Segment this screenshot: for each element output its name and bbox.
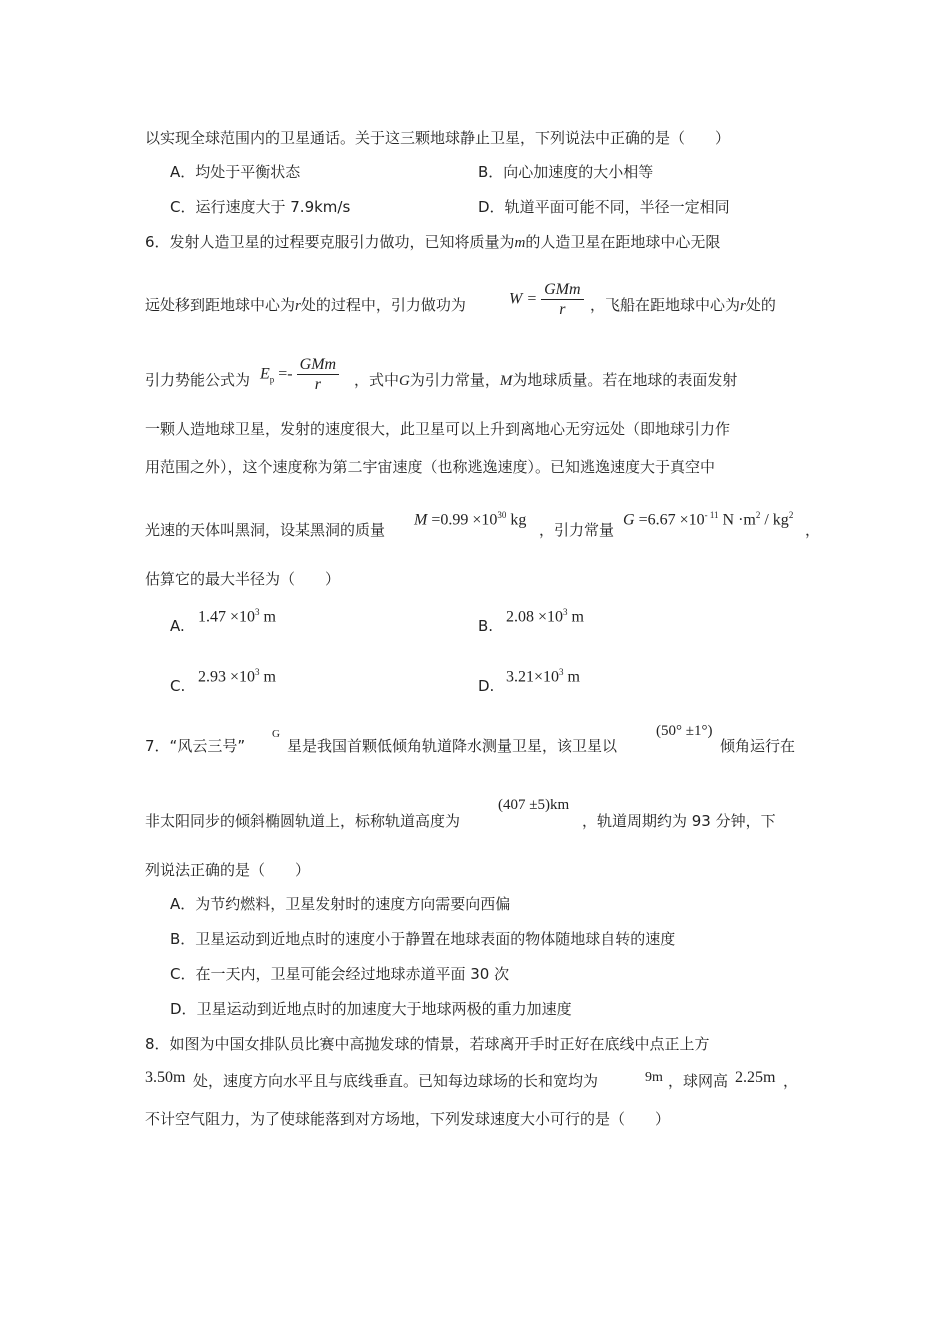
q8-line-2-head: 处，速度方向水平且与底线垂直。已知每边球场的长和宽均为 <box>193 1072 599 1090</box>
q7-satellite-suffix: G <box>272 728 280 740</box>
q7-option-d: D．卫星运动到近地点时的加速度大于地球两极的重力加速度 <box>170 1000 572 1018</box>
q6-line-1: 6．发射人造卫星的过程要克服引力做功，已知将质量为m的人造卫星在距地球中心无限 <box>145 233 721 251</box>
q6-line-2-cont: ，飞船在距地球中心为r处的 <box>590 296 776 314</box>
q6-line-5: 用范围之外），这个速度称为第二宇宙速度（也称逃逸速度）。已知逃逸速度大于真空中 <box>145 458 716 476</box>
q6-line-2: 远处移到距地球中心为r处的过程中，引力做功为 <box>145 296 466 314</box>
q5-option-b: B．向心加速度的大小相等 <box>478 163 654 181</box>
q8-line-1: 8．如图为中国女排队员比赛中高抛发球的情景，若球离开手时正好在底线中点正上方 <box>145 1035 710 1053</box>
q6-option-a-letter: A. <box>170 617 185 635</box>
q7-line-1-tail: 倾角运行在 <box>720 737 796 755</box>
black-hole-mass: $M =0.99 \times 10^{30}$ kg <box>414 510 527 529</box>
work-formula: W = $\frac{\text{GMm}}{r}$ <box>509 280 584 319</box>
court-size: 9m <box>645 1070 663 1085</box>
serve-height: 3.50m <box>145 1069 186 1086</box>
q7-line-1-mid: 星是我国首颗低倾角轨道降水测量卫星，该卫星以 <box>287 737 618 755</box>
q6-option-b-letter: B. <box>478 617 494 635</box>
gravitational-constant: $G =6.67 \times 10^{- 11}$ $N \cdot m^2 / kg^2$ <box>623 510 794 529</box>
orbit-height: (407 ±5)km <box>498 797 570 813</box>
inclination-angle: (50° ±1°) <box>656 723 713 739</box>
q7-line-3: 列说法正确的是（ ） <box>145 861 311 879</box>
q6-option-d-value: $3.21\times 10^3$ m <box>506 667 580 686</box>
q7-line-2-head: 非太阳同步的倾斜椭圆轨道上，标称轨道高度为 <box>145 812 461 830</box>
q8-line-3: 不计空气阻力，为了使球能落到对方场地，下列发球速度大小可行的是（ ） <box>145 1110 671 1128</box>
potential-energy-formula: $E_p$ =- $\frac{\text{GMm}}{r}$ <box>260 355 339 394</box>
q5-option-a: A．均处于平衡状态 <box>170 163 301 181</box>
q6-line-6-end: ， <box>805 521 821 539</box>
q5-option-d: D．轨道平面可能不同，半径一定相同 <box>478 198 730 216</box>
q7-option-c: C．在一天内，卫星可能会经过地球赤道平面 30 次 <box>170 965 510 983</box>
q6-option-d-letter: D. <box>478 677 495 695</box>
q6-line-3-tail: ，式中G为引力常量，M为地球质量。若在地球的表面发射 <box>354 371 738 389</box>
net-height: 2.25m <box>735 1069 776 1086</box>
q6-option-c-letter: C. <box>170 677 186 695</box>
q6-line-6-head: 光速的天体叫黑洞，设某黑洞的质量 <box>145 521 386 539</box>
q7-option-b: B．卫星运动到近地点时的速度小于静置在地球表面的物体随地球自转的速度 <box>170 930 676 948</box>
q8-line-2-end: ， <box>783 1072 799 1090</box>
q6-line-3-head: 引力势能公式为 <box>145 371 251 389</box>
q6-option-c-value: $2.93 \times 10^3$ m <box>198 667 276 686</box>
q7-line-2-tail: ，轨道周期约为 93 分钟，下 <box>582 812 776 830</box>
q7-line-1-head: 7．“风云三号” <box>145 737 246 755</box>
q7-option-a: A．为节约燃料，卫星发射时的速度方向需要向西偏 <box>170 895 511 913</box>
q6-option-a-value: $1.47 \times 10^3$ m <box>198 607 276 626</box>
q6-line-6-mid: ，引力常量 <box>539 521 615 539</box>
q8-line-2-mid: ，球网高 <box>668 1072 729 1090</box>
q6-option-b-value: $2.08 \times 10^3$ m <box>506 607 584 626</box>
q5-option-c: C．运行速度大于 7.9km/s <box>170 198 351 216</box>
q6-line-7: 估算它的最大半径为（ ） <box>145 570 341 588</box>
q5-stem: 以实现全球范围内的卫星通话。关于这三颗地球静止卫星，下列说法中正确的是（ ） <box>145 129 731 147</box>
q6-line-4: 一颗人造地球卫星，发射的速度很大，此卫星可以上升到离地心无穷远处（即地球引力作 <box>145 420 731 438</box>
